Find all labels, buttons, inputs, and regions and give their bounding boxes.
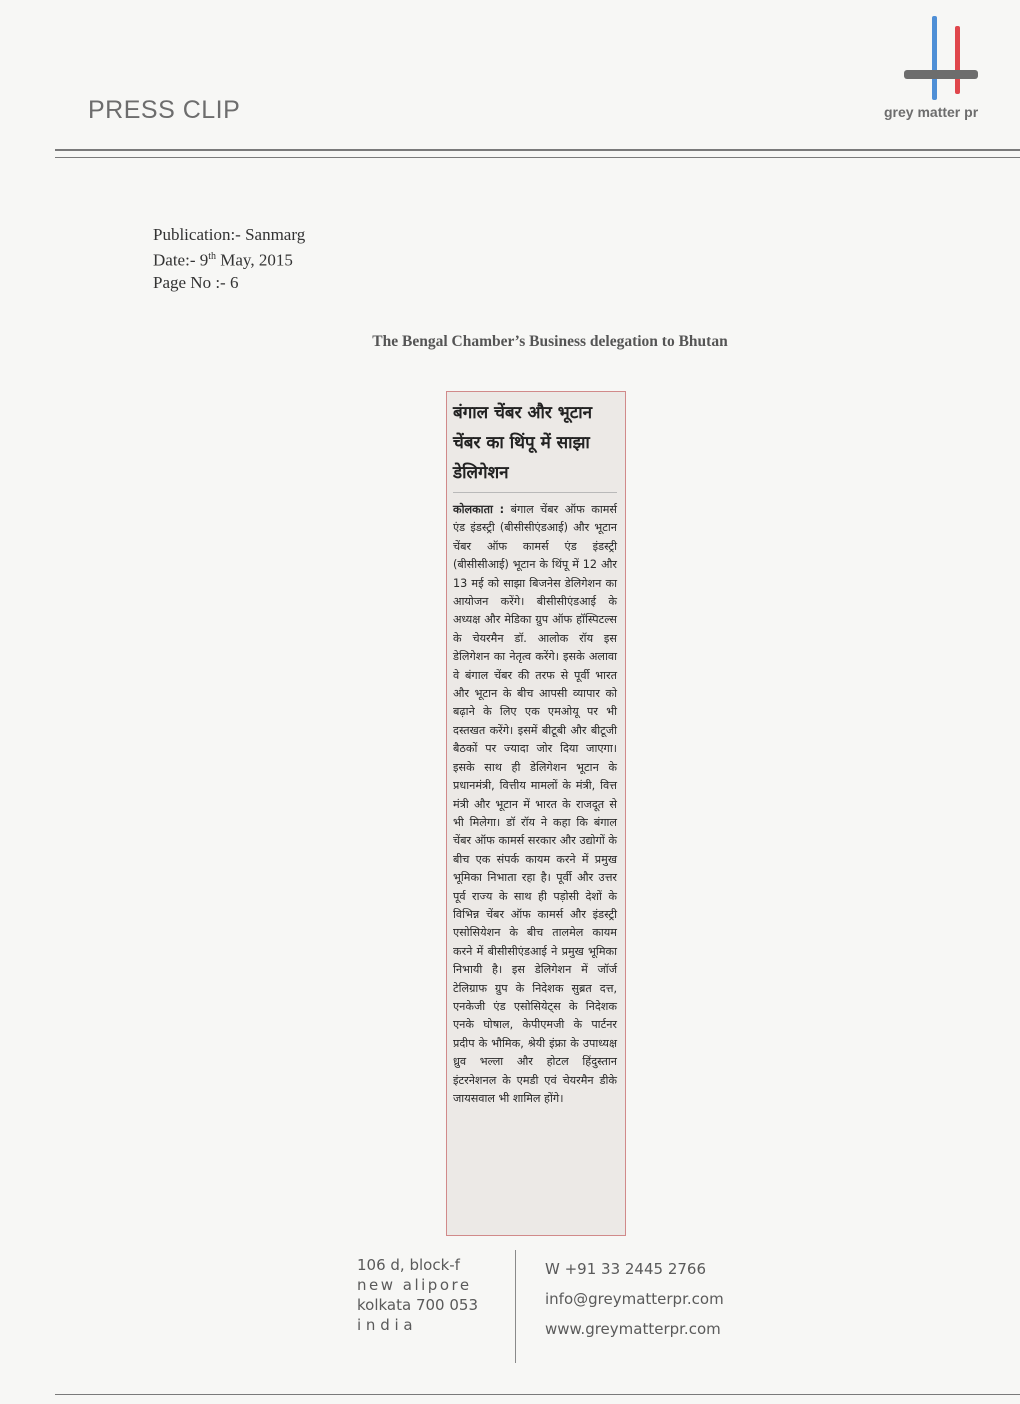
page-number-line: Page No :- 6	[153, 272, 239, 292]
brand-name: grey matter pr	[884, 104, 979, 120]
date-line	[153, 246, 305, 272]
address-line-2: new alipore	[357, 1276, 472, 1294]
date-suffix: May, 2015	[216, 250, 293, 270]
date-ordinal: th	[208, 251, 217, 262]
phone-number: W +91 33 2445 2766	[545, 1260, 706, 1278]
grey-matter-logo-icon	[896, 12, 986, 102]
header-rule-top	[55, 149, 1020, 151]
header-rule-bottom	[55, 157, 1020, 158]
press-clip-title: PRESS CLIP	[88, 96, 241, 124]
address-line-3: kolkata 700 053	[357, 1296, 478, 1314]
footer-contact	[545, 1254, 724, 1344]
footer-address	[357, 1255, 478, 1335]
address-line-4: i n d i a	[357, 1316, 413, 1334]
email-link[interactable]: info@greymatterpr.com	[545, 1290, 724, 1308]
article-dateline: कोलकाता :	[453, 503, 505, 516]
footer-rule	[55, 1394, 1020, 1395]
footer-divider	[515, 1250, 516, 1363]
article-body	[453, 501, 617, 1108]
article-headline: बंगाल चेंबर और भूटान चेंबर का थिंपू में साझा डेलिगेशन	[453, 398, 617, 493]
website-link[interactable]: www.greymatterpr.com	[545, 1320, 721, 1338]
address-line-1: 106 d, block-f	[357, 1256, 460, 1274]
date-prefix: Date:- 9	[153, 250, 209, 270]
publication-meta	[153, 224, 305, 294]
newspaper-clipping	[446, 391, 626, 1236]
article-text: बंगाल चेंबर ऑफ कामर्स एंड इंडस्ट्री (बीसीसीएंडआई) और भूटान चेंबर ऑफ कामर्स एंड इंडस्ट्री (बीसीसीआई) भूटान के थिंपू में 12 और 13 मई को साझा बिजनेस डेलिगेशन का आयोजन करेंगे। बीसीसीएंडआई के अध्यक्ष और मेडिका ग्रुप ऑफ हॉस्पिटल्स के चेयरमैन डॉ. आलोक रॉय इस डेलिगेशन का नेतृत्व करेंगे। इसके अलावा वे बंगाल चेंबर की तरफ से पूर्वी भारत और भूटान के बीच आपसी व्यापार को बढ़ाने के लिए एक एमओयू पर भी दस्तखत करेंगे। इसमें बीटूबी और बीटूजी बैठकों पर ज्यादा जोर दिया जाएगा। इसके साथ ही डेलिगेशन भूटान के प्रधानमंत्री, वित्तीय मामलों के मंत्री, वित्त मंत्री और भूटान में भारत के राजदूत से भी मिलेगा। डॉ रॉय ने कहा कि बंगाल चेंबर ऑफ कामर्स सरकार और उद्योगों के बीच एक संपर्क कायम करने में प्रमुख भूमिका निभाता रहा है। पूर्वी और उत्तर पूर्व राज्य के साथ ही पड़ोसी देशों के विभिन्न चेंबर ऑफ कामर्स और इंडस्ट्री एसोसियेशन के बीच तालमेल कायम करने में बीसीसीएंडआई ने प्रमुख भूमिका निभायी है। इस डेलिगेशन में जॉर्ज टेलिग्राफ ग्रुप के निदेशक सुब्रत दत्त, एनकेजी एंड एसोसियेट्स के निदेशक एनके घोषाल, केपीएमजी के पार्टनर प्रदीप के भौमिक, श्रेयी इंफ्रा के उपाध्यक्ष ध्रुव भल्ला और होटल हिंदुस्तान इंटरनेशनल के एमडी एवं चेयरमैन डीके जायसवाल भी शामिल होंगे।	[453, 503, 617, 1105]
clip-caption: The Bengal Chamber’s Business delegation to Bhutan	[372, 333, 728, 350]
publication-line: Publication:- Sanmarg	[153, 225, 306, 244]
